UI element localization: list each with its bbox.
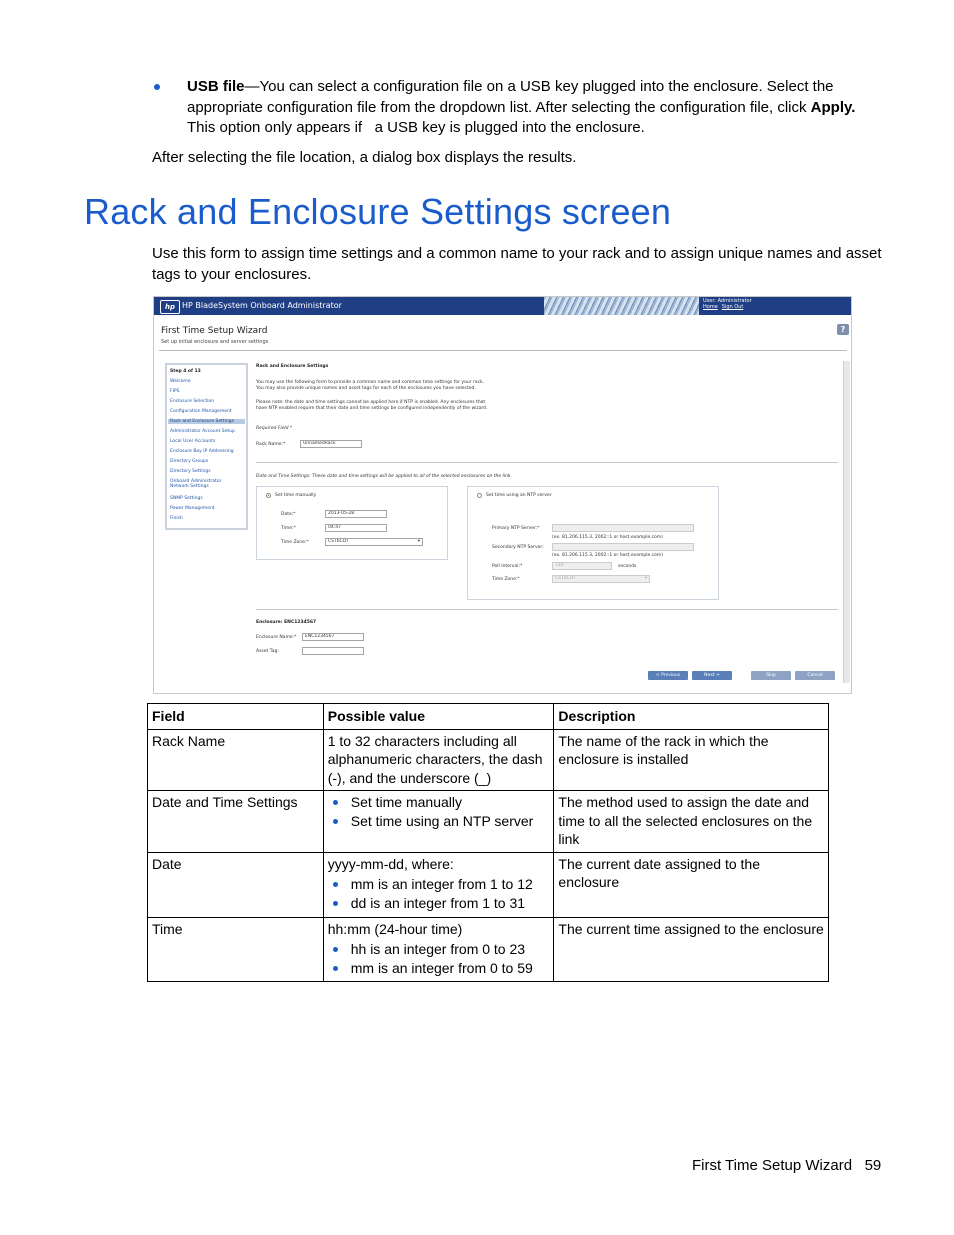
nav-item-oa-network-settings-2[interactable]: Network Settings (170, 484, 209, 489)
usb-file-text-1: You can select a configuration file on a USB key plugged into the enclosure. Select the (259, 78, 834, 95)
header-description: Description (554, 704, 829, 730)
divider (159, 350, 847, 351)
nav-item-configuration-management[interactable]: Configuration Management (170, 409, 232, 414)
banner-image (544, 297, 699, 315)
scrollbar[interactable] (843, 361, 850, 683)
time-label: Time:* (281, 526, 296, 531)
usb-file-text-3: This option only appears if a USB key is plugged into the enclosure. (187, 119, 645, 136)
secondary-ntp-label: Secondary NTP Server: (492, 545, 544, 550)
value-intro: yyyy-mm-dd, where: (327, 855, 454, 872)
table-row (148, 729, 829, 791)
step-indicator: Step 4 of 13 (170, 369, 201, 374)
ntp-panel (467, 486, 719, 600)
usb-file-text-2: appropriate configuration file from the dropdown list. After selecting the configuration file, click (187, 98, 807, 116)
apply-term: Apply. (810, 98, 856, 116)
list-item: Set time using an NTP server (328, 812, 550, 831)
description-cell: The method used to assign the date and time to all the selected enclosures on the link (554, 791, 829, 853)
list-item: dd is an integer from 1 to 31 (328, 894, 550, 913)
cancel-button[interactable]: Cancel (795, 671, 835, 680)
form-title: Rack and Enclosure Settings (256, 364, 329, 369)
page-footer (692, 1157, 881, 1174)
value-cell (323, 791, 554, 853)
bullet-icon (154, 84, 160, 90)
table-row (148, 852, 829, 917)
form-note-2: have NTP enabled require that their date and time settings be configured independently of the wizard. (256, 406, 488, 411)
required-field-note: Required Field * (256, 426, 293, 431)
field-cell: Date and Time Settings (148, 791, 324, 853)
field-cell: Date (148, 852, 324, 917)
ntp-example-2: (ex. 81.206.115.3, 2002::1 or host.example.com) (552, 553, 664, 558)
ntp-radio[interactable] (477, 493, 482, 498)
user-label: User: Administrator (703, 298, 752, 304)
description-cell: The current date assigned to the enclosure (554, 852, 829, 917)
page-title: Rack and Enclosure Settings screen (84, 191, 672, 232)
skip-button[interactable]: Skip (751, 671, 791, 680)
description-cell: The name of the rack in which the enclosure is installed (554, 729, 829, 791)
list-item: mm is an integer from 1 to 12 (328, 875, 550, 894)
rack-name-label: Rack Name:* (256, 442, 286, 447)
section-intro-line-1: Use this form to assign time settings and a common name to your rack and to assign unique names and asset (152, 245, 882, 262)
value-cell: 1 to 32 characters including all alphanumeric characters, the dash (-), and the underscore (_) (323, 729, 554, 791)
divider (256, 609, 838, 610)
value-list (328, 940, 550, 977)
wizard-title: First Time Setup Wizard (161, 326, 268, 336)
usb-file-term: USB file (187, 78, 245, 95)
enclosure-name-input[interactable]: ENC1234567 (302, 633, 364, 641)
list-item: mm is an integer from 0 to 59 (328, 959, 550, 978)
ntp-example-1: (ex. 81.206.115.3, 2002::1 or host.example.com) (552, 535, 664, 540)
poll-interval-input[interactable]: 720 (552, 562, 612, 570)
time-zone-2-select[interactable] (552, 575, 650, 583)
table-row (148, 917, 829, 981)
manual-time-radio[interactable] (266, 493, 271, 498)
sign-out-link[interactable]: Sign Out (721, 304, 744, 310)
nav-item-directory-groups[interactable]: Directory Groups (170, 459, 209, 464)
usb-file-bullet (187, 77, 887, 139)
list-item: Set time manually (328, 793, 550, 812)
nav-item-admin-account-setup[interactable]: Administrator Account Setup (170, 429, 235, 434)
page-number: 59 (864, 1157, 882, 1174)
chevron-down-icon: ▾ (417, 539, 420, 544)
time-zone-label: Time Zone:* (281, 540, 309, 545)
nav-item-power-management[interactable]: Power Management (170, 506, 215, 511)
section-intro-line-2: tags to your enclosures. (152, 265, 312, 283)
time-input[interactable]: 04:47 (325, 524, 387, 532)
time-zone-2-value: CST6CDT (555, 576, 576, 581)
nav-item-snmp-settings[interactable]: SNMP Settings (170, 496, 203, 501)
help-icon[interactable]: ? (837, 324, 849, 335)
footer-section: First Time Setup Wizard (692, 1157, 853, 1174)
home-link[interactable]: Home (703, 304, 718, 310)
nav-item-bay-ip-addressing[interactable]: Enclosure Bay IP Addressing (170, 449, 234, 454)
poll-interval-label: Poll Interval:* (492, 564, 523, 569)
table-row (148, 791, 829, 853)
field-cell: Time (148, 917, 324, 981)
hp-logo-icon: hp (160, 300, 180, 314)
asset-tag-input[interactable] (302, 647, 364, 655)
previous-button[interactable]: < Previous (648, 671, 688, 680)
time-zone-value: CST6CDT (328, 539, 349, 544)
value-intro: hh:mm (24-hour time) (327, 920, 463, 937)
primary-ntp-label: Primary NTP Server:* (492, 526, 540, 531)
value-cell (323, 852, 554, 917)
poll-unit: seconds (618, 564, 637, 569)
manual-time-panel (256, 486, 448, 560)
value-list (328, 875, 550, 912)
date-input[interactable]: 2013-05-28 (325, 510, 387, 518)
user-area (703, 298, 752, 310)
date-label: Date:* (281, 512, 296, 517)
manual-time-label: Set time manually (275, 493, 317, 498)
value-cell (323, 917, 554, 981)
next-button[interactable]: Next > (692, 671, 732, 680)
nav-item-directory-settings[interactable]: Directory Settings (170, 469, 211, 474)
divider (256, 462, 838, 463)
description-cell: The current time assigned to the enclosure (554, 917, 829, 981)
date-time-heading: Date and Time Settings: These date and time settings will be applied to all of the selected enclosures on the link. (256, 474, 512, 479)
oa-banner (154, 297, 851, 315)
em-dash: — (244, 78, 260, 95)
rack-name-input[interactable]: UnnamedRack (300, 440, 362, 448)
enclosure-heading: Enclosure: ENC1234567 (256, 620, 317, 625)
enclosure-name-label: Enclosure Name:* (256, 635, 297, 640)
time-zone-select[interactable] (325, 538, 423, 546)
table-header-row (148, 704, 829, 730)
nav-item-rack-enclosure-settings[interactable]: Rack and Enclosure Settings (168, 419, 245, 424)
wizard-nav (165, 363, 248, 530)
wizard-subtitle: Set up initial enclosure and server settings (161, 339, 269, 345)
header-possible-value: Possible value (323, 704, 554, 730)
nav-item-local-user-accounts[interactable]: Local User Accounts (170, 439, 216, 444)
nav-item-enclosure-selection[interactable]: Enclosure Selection (170, 399, 215, 404)
nav-item-welcome[interactable]: Welcome (170, 379, 191, 384)
ntp-label: Set time using an NTP server (486, 493, 552, 498)
header-field: Field (148, 704, 324, 730)
nav-item-oa-network-settings[interactable]: Onboard Administrator (170, 479, 222, 484)
time-zone-2-label: Time Zone:* (492, 577, 520, 582)
form-desc-2: You may also provide unique names and asset tags for each of the enclosures you have selected. (256, 386, 476, 391)
list-item: hh is an integer from 0 to 23 (328, 940, 550, 959)
form-desc-1: You may use the following form to provide a common name and common time settings for your rack. (256, 380, 485, 385)
chevron-down-icon: ▾ (644, 576, 647, 581)
after-selection-text: After selecting the file location, a dialog box displays the results. (152, 149, 577, 166)
rack-enclosure-screenshot (153, 296, 852, 694)
form-note-1: Please note: the date and time settings cannot be applied here if NTP is enabled. Any enclosures that (256, 400, 486, 405)
asset-tag-label: Asset Tag: (256, 649, 279, 654)
field-cell: Rack Name (148, 729, 324, 791)
section-intro (152, 244, 882, 285)
app-title: HP BladeSystem Onboard Administrator (182, 301, 342, 310)
secondary-ntp-input[interactable] (552, 543, 694, 551)
nav-item-fips[interactable]: FIPS (170, 389, 180, 394)
nav-item-finish[interactable]: Finish (170, 516, 183, 521)
value-list (328, 793, 550, 830)
fields-table (147, 703, 829, 982)
primary-ntp-input[interactable] (552, 524, 694, 532)
